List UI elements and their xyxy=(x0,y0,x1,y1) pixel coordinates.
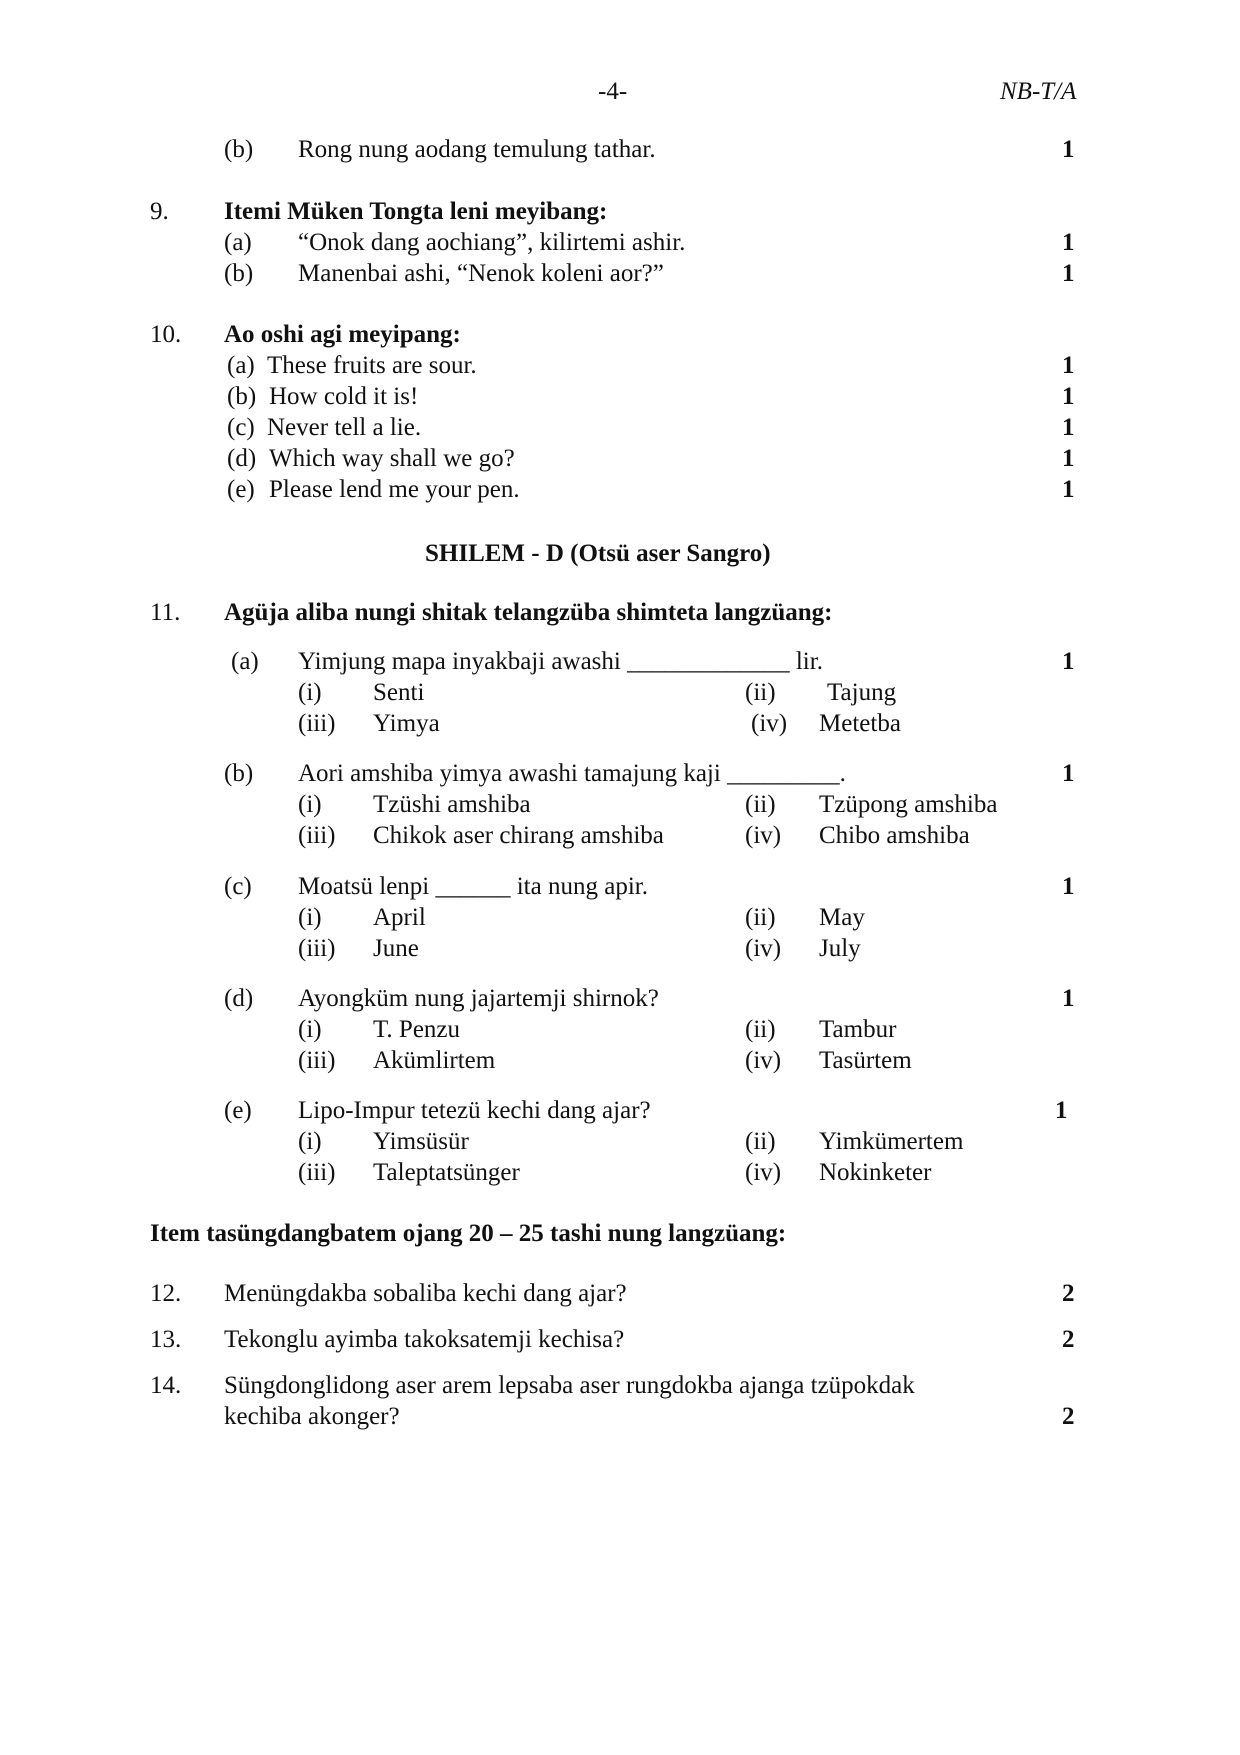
q14-text-line2: kechiba akonger? xyxy=(224,1403,400,1430)
q10-number: 10. xyxy=(150,321,182,348)
q14-text-line1: Süngdonglidong aser arem lepsaba aser rungdokba ajanga tzüpokdak xyxy=(224,1372,915,1399)
q11-c-opt-i-num: (i) xyxy=(298,904,322,931)
section-d-title: SHILEM - D (Otsü aser Sangro) xyxy=(425,540,771,567)
q11-a-opt-iii: Yimya xyxy=(373,710,440,737)
q11-b-opt-i: Tzüshi amshiba xyxy=(373,791,531,818)
q10-b-text: How cold it is! xyxy=(269,383,419,410)
q11-b-marks: 1 xyxy=(1062,760,1075,787)
q11-b-opt-i-num: (i) xyxy=(298,791,322,818)
q13-marks: 2 xyxy=(1062,1326,1075,1353)
q11-c-marks: 1 xyxy=(1062,873,1075,900)
q11-e-opt-i: Yimsüsür xyxy=(373,1128,469,1155)
q14-number: 14. xyxy=(150,1372,182,1399)
q10-e-marks: 1 xyxy=(1062,476,1075,503)
q9-a-label: (a) xyxy=(224,229,252,256)
q11-c-opt-ii-num: (ii) xyxy=(745,904,776,931)
q11-c-opt-i: April xyxy=(373,904,426,931)
q11-c-opt-iv-num: (iv) xyxy=(745,935,782,962)
q11-e-label: (e) xyxy=(224,1097,252,1124)
q11-d-opt-i: T. Penzu xyxy=(373,1016,461,1043)
q10-c-marks: 1 xyxy=(1062,414,1075,441)
q11-e-opt-iv: Nokinketer xyxy=(819,1159,932,1186)
q8-b-text: Rong nung aodang temulung tathar. xyxy=(298,136,656,163)
q11-d-opt-iii: Akümlirtem xyxy=(373,1047,496,1074)
q11-d-opt-ii-num: (ii) xyxy=(745,1016,776,1043)
q11-a-opt-iv-num: (iv) xyxy=(751,710,788,737)
q10-e-label: (e) xyxy=(227,476,255,503)
q11-e-opt-iii-num: (iii) xyxy=(298,1159,336,1186)
q12-text: Menüngdakba sobaliba kechi dang ajar? xyxy=(224,1280,627,1307)
q9-a-text: “Onok dang aochiang”, kilirtemi ashir. xyxy=(298,229,686,256)
q11-d-opt-iii-num: (iii) xyxy=(298,1047,336,1074)
q11-d-opt-iv-num: (iv) xyxy=(745,1047,782,1074)
q11-e-opt-iv-num: (iv) xyxy=(745,1159,782,1186)
q13-text: Tekonglu ayimba takoksatemji kechisa? xyxy=(224,1326,625,1353)
q11-b-opt-iii-num: (iii) xyxy=(298,822,336,849)
q10-c-label: (c) xyxy=(227,414,255,441)
q11-c-label: (c) xyxy=(224,873,252,900)
q11-a-opt-ii-num: (ii) xyxy=(745,679,776,706)
document-code: NB-T/A xyxy=(1000,78,1077,105)
q11-a-opt-i: Senti xyxy=(373,679,425,706)
q11-d-opt-iv: Tasürtem xyxy=(819,1047,912,1074)
q11-heading: Agüja aliba nungi shitak telangzüba shimteta langzüang: xyxy=(224,599,833,626)
q10-b-marks: 1 xyxy=(1062,383,1075,410)
q10-d-marks: 1 xyxy=(1062,445,1075,472)
q11-a-opt-iii-num: (iii) xyxy=(298,710,336,737)
q11-c-opt-iii: June xyxy=(373,935,419,962)
short-answer-instruction: Item tasüngdangbatem ojang 20 – 25 tashi nung langzüang: xyxy=(150,1220,787,1247)
q10-a-text: These fruits are sour. xyxy=(267,352,477,379)
q10-a-marks: 1 xyxy=(1062,352,1075,379)
q10-b-label: (b) xyxy=(227,383,257,410)
q11-c-opt-iii-num: (iii) xyxy=(298,935,336,962)
q10-heading: Ao oshi agi meyipang: xyxy=(224,321,461,348)
q8-b-marks: 1 xyxy=(1062,136,1075,163)
q10-e-text: Please lend me your pen. xyxy=(269,476,520,503)
q9-a-marks: 1 xyxy=(1062,229,1075,256)
q9-number: 9. xyxy=(150,198,169,225)
q11-a-opt-ii: Tajung xyxy=(827,679,897,706)
q11-c-text: Moatsü lenpi ______ ita nung apir. xyxy=(298,873,648,900)
q9-heading: Itemi Müken Tongta leni meyibang: xyxy=(224,198,608,225)
q13-number: 13. xyxy=(150,1326,182,1353)
q10-a-label: (a) xyxy=(227,352,255,379)
q11-b-opt-iii: Chikok aser chirang amshiba xyxy=(373,822,664,849)
q11-b-opt-ii: Tzüpong amshiba xyxy=(819,791,998,818)
q11-a-marks: 1 xyxy=(1062,648,1075,675)
q14-marks: 2 xyxy=(1062,1403,1075,1430)
q11-c-opt-iv: July xyxy=(819,935,861,962)
q11-e-opt-ii: Yimkümertem xyxy=(819,1128,964,1155)
q12-marks: 2 xyxy=(1062,1280,1075,1307)
q11-number: 11. xyxy=(150,599,181,626)
q11-d-marks: 1 xyxy=(1062,985,1075,1012)
q11-b-opt-ii-num: (ii) xyxy=(745,791,776,818)
q8-b-label: (b) xyxy=(224,136,254,163)
q11-e-opt-i-num: (i) xyxy=(298,1128,322,1155)
q11-a-label: (a) xyxy=(231,648,259,675)
q10-d-label: (d) xyxy=(227,445,257,472)
q11-d-label: (d) xyxy=(224,985,254,1012)
q10-c-text: Never tell a lie. xyxy=(267,414,422,441)
q11-c-opt-ii: May xyxy=(819,904,865,931)
q9-b-label: (b) xyxy=(224,260,254,287)
q11-e-marks: 1 xyxy=(1055,1097,1068,1124)
q11-e-opt-iii: Taleptatsünger xyxy=(373,1159,520,1186)
q11-b-label: (b) xyxy=(224,760,254,787)
q11-d-opt-ii: Tambur xyxy=(819,1016,897,1043)
q9-b-text: Manenbai ashi, “Nenok koleni aor?” xyxy=(298,260,664,287)
q9-b-marks: 1 xyxy=(1062,260,1075,287)
q11-b-opt-iv-num: (iv) xyxy=(745,822,782,849)
q11-a-opt-iv: Metetba xyxy=(819,710,901,737)
q11-e-text: Lipo-Impur tetezü kechi dang ajar? xyxy=(298,1097,651,1124)
q11-b-text: Aori amshiba yimya awashi tamajung kaji _________. xyxy=(298,760,846,787)
q10-d-text: Which way shall we go? xyxy=(269,445,515,472)
q11-b-opt-iv: Chibo amshiba xyxy=(819,822,970,849)
q12-number: 12. xyxy=(150,1280,182,1307)
q11-d-text: Ayongküm nung jajartemji shirnok? xyxy=(298,985,659,1012)
q11-d-opt-i-num: (i) xyxy=(298,1016,322,1043)
q11-e-opt-ii-num: (ii) xyxy=(745,1128,776,1155)
q11-a-text: Yimjung mapa inyakbaji awashi _____________ lir. xyxy=(298,648,823,675)
q11-a-opt-i-num: (i) xyxy=(298,679,322,706)
page-number: -4- xyxy=(598,78,628,105)
